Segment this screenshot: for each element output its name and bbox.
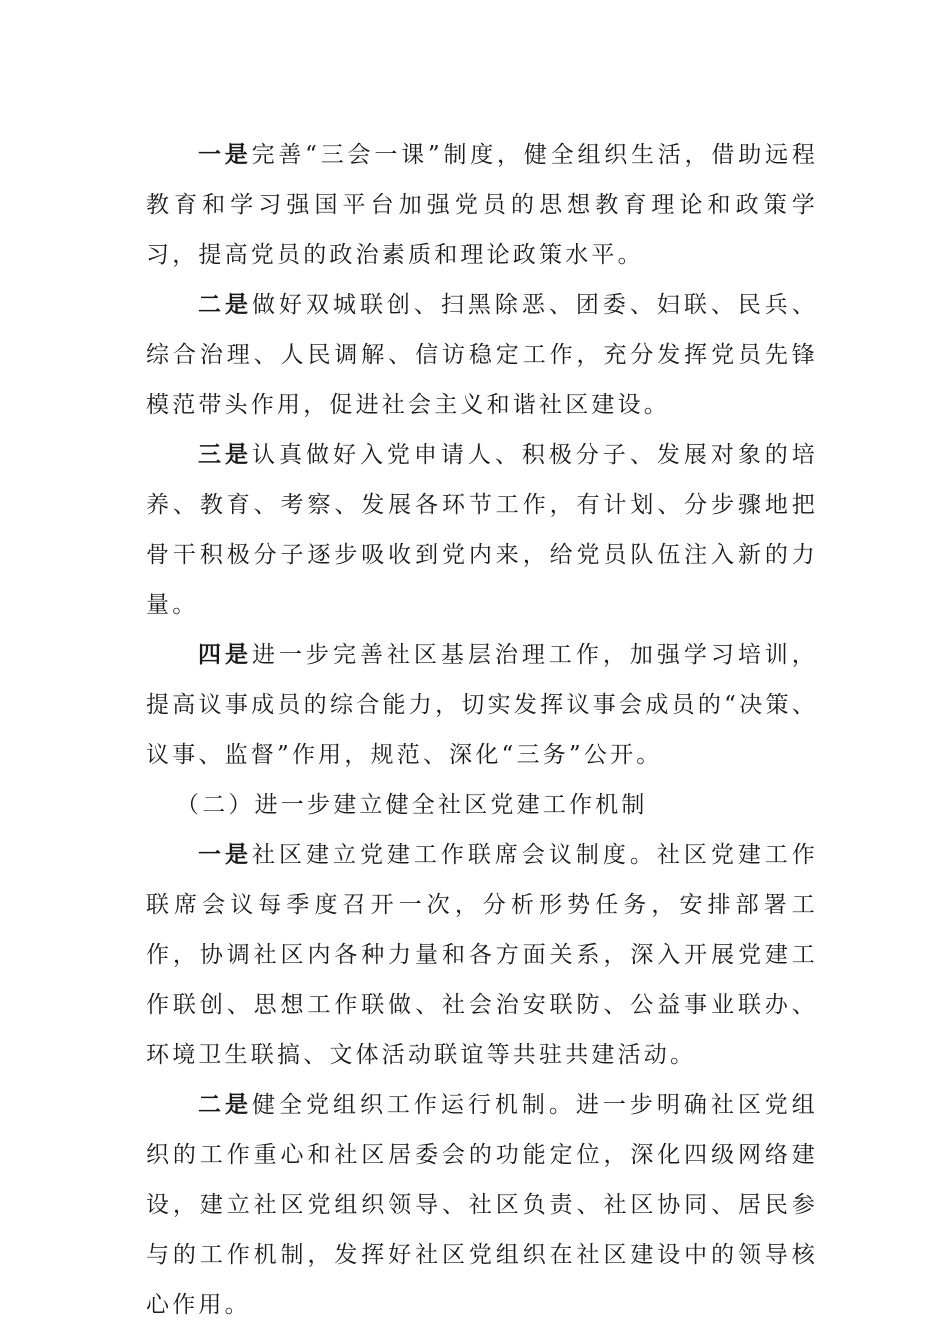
paragraph-lead: 三是 <box>198 442 252 468</box>
paragraph-lead: 二是 <box>198 1092 252 1118</box>
section-paragraph-1 <box>146 830 818 1080</box>
paragraph-3 <box>146 430 818 630</box>
paragraph-text: 社区建立党建工作联席会议制度。社区党建工作联席会议每季度召开一次，分析形势任务，安排部署工作，协调社区内各种力量和各方面关系，深入开展党建工作联创、思想工作联做、社会治安联防、公益事业联办、环境卫生联搞、文体活动联谊等共驻共建活动。 <box>146 842 818 1068</box>
paragraph-text: 健全党组织工作运行机制。进一步明确社区党组织的工作重心和社区居委会的功能定位，深化四级网络建设，建立社区党组织领导、社区负责、社区协同、居民参与的工作机制，发挥好社区党组织在社区建设中的领导核心作用。 <box>146 1092 818 1318</box>
paragraph-text: 进一步完善社区基层治理工作，加强学习培训，提高议事成员的综合能力，切实发挥议事会成员的“决策、议事、监督”作用，规范、深化“三务”公开。 <box>146 642 818 768</box>
document-page <box>146 130 818 1330</box>
section-heading: （二）进一步建立健全社区党建工作机制 <box>176 792 648 818</box>
paragraph-text: 认真做好入党申请人、积极分子、发展对象的培养、教育、考察、发展各环节工作，有计划、分步骤地把骨干积极分子逐步吸收到党内来，给党员队伍注入新的力量。 <box>146 442 818 618</box>
paragraph-lead: 二是 <box>198 292 252 318</box>
paragraph-4 <box>146 630 818 780</box>
paragraph-text: 完善“三会一课”制度，健全组织生活，借助远程教育和学习强国平台加强党员的思想教育理论和政策学习，提高党员的政治素质和理论政策水平。 <box>146 142 818 268</box>
paragraph-2 <box>146 280 818 430</box>
paragraph-text: 做好双城联创、扫黑除恶、团委、妇联、民兵、综合治理、人民调解、信访稳定工作，充分发挥党员先锋模范带头作用，促进社会主义和谐社区建设。 <box>146 292 818 418</box>
paragraph-lead: 一是 <box>198 142 252 168</box>
section-paragraph-2 <box>146 1080 818 1330</box>
paragraph-lead: 四是 <box>198 642 252 668</box>
paragraph-lead: 一是 <box>198 842 252 868</box>
paragraph-1 <box>146 130 818 280</box>
